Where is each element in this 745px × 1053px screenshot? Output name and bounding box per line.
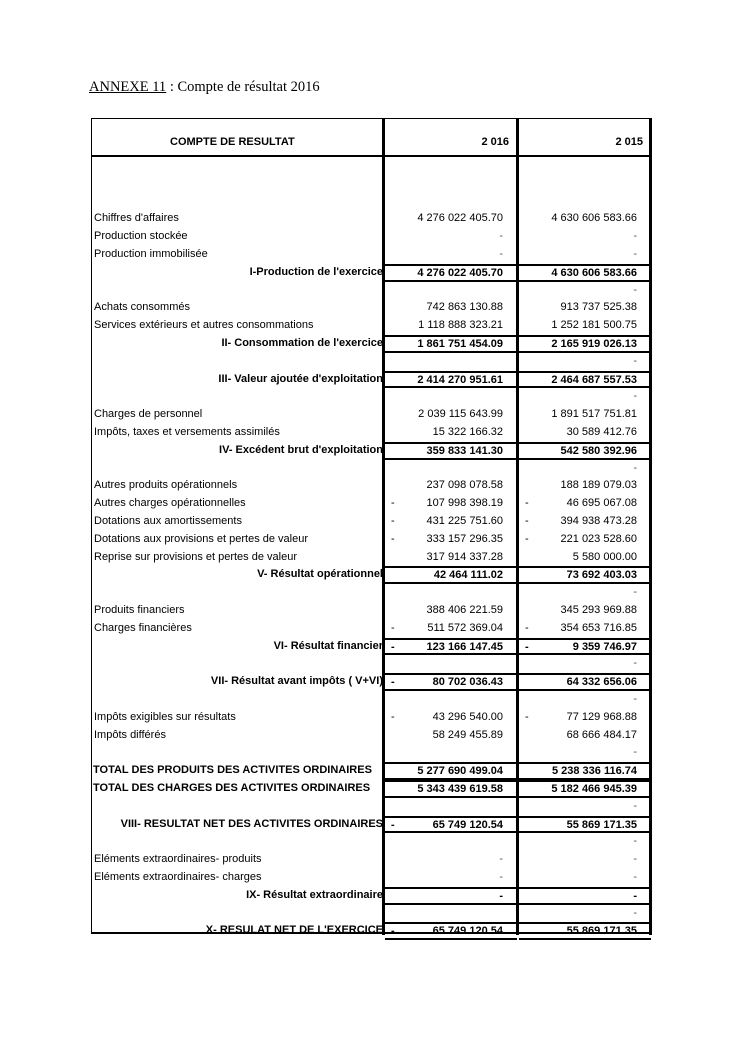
negative-sign: -: [391, 818, 395, 831]
row-label: Production stockée: [94, 230, 188, 243]
value-2016: 388 406 221.59: [426, 604, 503, 616]
value-cell-2015: [519, 566, 651, 584]
value-2015: 5 182 466 945.39: [551, 783, 637, 795]
value-cell-2015: [519, 709, 651, 727]
value-cell-2015: [519, 638, 651, 656]
value-cell-2015: [519, 833, 651, 851]
table-row: [91, 709, 651, 727]
value-cell-2016: [385, 549, 517, 567]
value-2015: 77 129 968.88: [566, 710, 637, 723]
table-row: [91, 317, 651, 335]
value-cell-2015: [519, 282, 651, 300]
value-2015: -: [633, 746, 637, 759]
value-cell-2016: [385, 638, 517, 656]
value-2016: 4 276 022 405.70: [417, 266, 503, 279]
value-2015: 542 580 392.96: [560, 444, 637, 457]
table-row: [91, 549, 651, 567]
table-row: [91, 833, 651, 851]
table-row: [91, 798, 651, 816]
value-2015: -: [633, 657, 637, 670]
table-row: [91, 388, 651, 406]
value-2016: 333 157 296.35: [426, 532, 503, 545]
value-cell-2015: [519, 922, 651, 940]
table-row: [91, 495, 651, 513]
document-title: [89, 79, 320, 96]
value-2015: 46 695 067.08: [566, 497, 637, 510]
row-label: Impôts, taxes et versements assimilés: [94, 426, 280, 438]
value-2015: -: [633, 248, 637, 260]
value-cell-2016: [385, 335, 517, 353]
negative-sign: -: [525, 710, 529, 723]
value-cell-2015: [519, 353, 651, 371]
value-2016: 5 343 439 619.58: [417, 783, 503, 795]
value-2015: 55 869 171.35: [566, 925, 637, 938]
value-cell-2015: [519, 317, 651, 335]
value-2015: 2 464 687 557.53: [551, 373, 637, 386]
value-2015: 4 630 606 583.66: [551, 266, 637, 279]
value-cell-2016: [385, 282, 517, 300]
table-row: [91, 353, 651, 371]
negative-sign: -: [391, 676, 395, 689]
row-label: Services extérieurs et autres consommations: [94, 319, 314, 332]
table-row: [91, 566, 651, 584]
table-row: [91, 691, 651, 709]
row-label: II- Consommation de l'exercice: [221, 337, 383, 349]
value-2015: 1 891 517 751.81: [551, 408, 637, 421]
row-label: IV- Excédent brut d'exploitation: [219, 443, 383, 456]
table-row: [91, 460, 651, 478]
negative-sign: -: [391, 515, 395, 527]
row-label: TOTAL DES PRODUITS DES ACTIVITES ORDINAIRES: [93, 764, 372, 777]
value-cell-2016: [385, 566, 517, 584]
value-cell-2016: [385, 406, 517, 424]
table-row: [91, 851, 651, 869]
value-2015: -: [633, 799, 637, 812]
value-2016: 1 861 751 454.09: [417, 338, 503, 350]
value-2015: 30 589 412.76: [566, 426, 637, 438]
value-cell-2015: [519, 869, 651, 887]
value-2016: -: [499, 871, 503, 883]
value-cell-2015: [519, 442, 651, 460]
value-cell-2015: [519, 406, 651, 424]
value-cell-2015: [519, 193, 651, 211]
value-cell-2015: [519, 424, 651, 442]
value-cell-2016: [385, 727, 517, 745]
value-2015: -: [633, 906, 637, 919]
value-2016: 742 863 130.88: [426, 301, 503, 314]
value-2015: 394 938 473.28: [560, 515, 637, 527]
value-2016: 80 702 036.43: [432, 676, 503, 689]
row-label: Dotations aux amortissements: [94, 515, 242, 527]
value-2016: 511 572 369.04: [427, 621, 503, 634]
value-cell-2015: [519, 549, 651, 567]
value-cell-2015: [519, 495, 651, 513]
value-cell-2015: [519, 531, 651, 549]
table-row: [91, 157, 651, 175]
table-row: [91, 175, 651, 193]
header-label: COMPTE DE RESULTAT: [170, 136, 295, 148]
row-label: Charges de personnel: [94, 408, 203, 421]
value-cell-2016: [385, 851, 517, 869]
value-cell-2016: [385, 887, 517, 905]
value-cell-2015: [519, 655, 651, 673]
value-cell-2016: [385, 922, 517, 940]
value-cell-2015: [519, 477, 651, 495]
value-2015: -: [633, 586, 637, 599]
table-row: [91, 424, 651, 442]
table-row: [91, 816, 651, 834]
table-row: [91, 210, 651, 228]
value-cell-2015: [519, 727, 651, 745]
row-label: Impôts différés: [94, 728, 166, 741]
value-2016: 107 998 398.19: [426, 497, 503, 510]
value-cell-2016: [385, 193, 517, 211]
row-label: Eléments extraordinaires- charges: [94, 871, 262, 883]
value-cell-2016: [385, 210, 517, 228]
value-cell-2016: [385, 228, 517, 246]
table-row: [91, 620, 651, 638]
value-cell-2016: [385, 513, 517, 531]
value-2015: 5 238 336 116.74: [551, 765, 637, 778]
value-2015: -: [633, 461, 637, 474]
table-row: [91, 638, 651, 656]
value-2015: -: [633, 693, 637, 705]
table-row: [91, 228, 651, 246]
value-cell-2016: [385, 798, 517, 816]
value-cell-2016: [385, 691, 517, 709]
value-cell-2016: [385, 495, 517, 513]
value-cell-2016: [385, 620, 517, 638]
value-cell-2016: [385, 477, 517, 495]
row-label: Reprise sur provisions et pertes de valeur: [94, 550, 297, 563]
negative-sign: -: [391, 497, 395, 510]
value-cell-2015: [519, 905, 651, 923]
value-cell-2015: [519, 460, 651, 478]
value-2016: 317 914 337.28: [426, 550, 503, 563]
table-row: [91, 584, 651, 602]
row-label: Impôts exigibles sur résultats: [94, 710, 236, 723]
value-cell-2016: [385, 869, 517, 887]
value-cell-2016: [385, 246, 517, 264]
table-row: [91, 371, 651, 389]
value-2016: 65 749 120.54: [432, 925, 503, 938]
value-cell-2016: [385, 175, 517, 193]
value-2015: -: [633, 889, 637, 902]
value-cell-2016: [385, 584, 517, 602]
value-cell-2016: [385, 264, 517, 282]
table-row: [91, 264, 651, 282]
value-cell-2015: [519, 264, 651, 282]
value-cell-2016: [385, 905, 517, 923]
table-row: [91, 780, 651, 798]
value-2015: 73 692 403.03: [566, 569, 637, 582]
negative-sign: -: [391, 621, 395, 634]
negative-sign: -: [525, 497, 529, 510]
value-cell-2016: [385, 655, 517, 673]
negative-sign: -: [391, 925, 395, 938]
value-cell-2015: [519, 246, 651, 264]
negative-sign: -: [525, 532, 529, 545]
value-2015: 345 293 969.88: [560, 604, 637, 616]
value-cell-2015: [519, 673, 651, 691]
value-cell-2015: [519, 762, 651, 780]
value-2016: 58 249 455.89: [432, 728, 503, 741]
row-label: Autres charges opérationnelles: [94, 497, 246, 510]
value-cell-2016: [385, 762, 517, 780]
header-2016: 2 016: [481, 136, 509, 148]
table-row: [91, 727, 651, 745]
row-label: VIII- RESULTAT NET DES ACTIVITES ORDINAIRES: [120, 817, 383, 830]
value-2015: -: [633, 354, 637, 367]
table-row: [91, 442, 651, 460]
value-2016: 2 414 270 951.61: [417, 373, 503, 386]
value-cell-2015: [519, 620, 651, 638]
negative-sign: -: [391, 532, 395, 545]
row-label: IX- Résultat extraordinaire: [246, 888, 383, 901]
value-cell-2016: [385, 709, 517, 727]
negative-sign: -: [525, 621, 529, 634]
table-row: [91, 602, 651, 620]
value-cell-2016: [385, 388, 517, 406]
table-row: [91, 335, 651, 353]
negative-sign: -: [525, 515, 529, 527]
value-cell-2015: [519, 228, 651, 246]
row-label: Production immobilisée: [94, 248, 208, 260]
value-2015: 354 653 716.85: [560, 621, 637, 634]
value-cell-2016: [385, 353, 517, 371]
value-cell-2015: [519, 299, 651, 317]
value-2016: 42 464 111.02: [433, 569, 503, 582]
row-label: X- RESULAT NET DE L'EXERCICE: [205, 924, 383, 937]
negative-sign: -: [391, 640, 395, 653]
row-label: Produits financiers: [94, 604, 185, 616]
row-label: Dotations aux provisions et pertes de valeur: [94, 532, 309, 545]
value-2016: 15 322 166.32: [432, 426, 503, 438]
table-row: [91, 744, 651, 762]
row-label: Charges financières: [94, 621, 192, 634]
row-label: I-Production de l'exercice: [249, 265, 383, 278]
table-row: [91, 477, 651, 495]
value-2015: -: [633, 835, 637, 848]
value-2015: 1 252 181 500.75: [551, 319, 637, 332]
value-cell-2015: [519, 816, 651, 834]
value-2015: -: [633, 390, 637, 403]
value-cell-2015: [519, 584, 651, 602]
row-label: VII- Résultat avant impôts ( V+VI): [210, 675, 383, 688]
value-cell-2015: [519, 388, 651, 406]
value-cell-2016: [385, 460, 517, 478]
value-2016: 359 833 141.30: [426, 444, 503, 457]
row-label: Achats consommés: [94, 301, 190, 314]
value-cell-2015: [519, 371, 651, 389]
negative-sign: -: [525, 640, 529, 653]
table-row: [91, 922, 651, 940]
value-2016: 1 118 888 323.21: [418, 319, 503, 332]
value-cell-2016: [385, 780, 517, 798]
value-2016: -: [499, 230, 503, 243]
row-label: Chiffres d'affaires: [94, 212, 179, 225]
value-2015: 4 630 606 583.66: [551, 212, 637, 225]
title-text: : Compte de résultat 2016: [166, 79, 320, 95]
value-cell-2015: [519, 602, 651, 620]
table-row: [91, 282, 651, 300]
value-2015: 64 332 656.06: [566, 676, 637, 689]
value-2016: -: [499, 248, 503, 260]
value-2016: 431 225 751.60: [426, 515, 503, 527]
row-label: TOTAL DES CHARGES DES ACTIVITES ORDINAIRES: [93, 782, 371, 794]
value-cell-2015: [519, 780, 651, 798]
value-cell-2015: [519, 744, 651, 762]
value-2015: 68 666 484.17: [566, 728, 637, 741]
table-row: [91, 887, 651, 905]
table-row: [91, 905, 651, 923]
value-2015: 221 023 528.60: [560, 532, 637, 545]
value-cell-2016: [385, 442, 517, 460]
table-row: [91, 673, 651, 691]
value-2015: 9 359 746.97: [572, 640, 637, 653]
value-2015: 5 580 000.00: [572, 550, 637, 563]
header-2015: 2 015: [615, 136, 643, 148]
value-2016: 123 166 147.45: [426, 640, 503, 653]
table-row: [91, 193, 651, 211]
table-row: [91, 869, 651, 887]
row-label: VI- Résultat financier: [273, 639, 383, 652]
value-2015: -: [633, 871, 637, 883]
value-2016: 237 098 078.58: [426, 479, 503, 492]
value-cell-2016: [385, 833, 517, 851]
value-cell-2015: [519, 798, 651, 816]
table-row: [91, 762, 651, 780]
annex-label: ANNEXE 11: [89, 79, 167, 95]
value-cell-2015: [519, 175, 651, 193]
value-cell-2016: [385, 371, 517, 389]
value-2016: 2 039 115 643.99: [418, 408, 503, 421]
value-2015: -: [633, 283, 637, 296]
value-cell-2016: [385, 673, 517, 691]
row-label: Eléments extraordinaires- produits: [94, 853, 262, 866]
table-row: [91, 246, 651, 264]
table-row: [91, 655, 651, 673]
value-cell-2016: [385, 531, 517, 549]
negative-sign: -: [391, 710, 395, 723]
value-2016: 5 277 690 499.04: [417, 765, 503, 778]
row-label: III- Valeur ajoutée d'exploitation: [218, 372, 383, 385]
table-row: [91, 531, 651, 549]
row-label: Autres produits opérationnels: [94, 479, 238, 492]
value-cell-2016: [385, 816, 517, 834]
value-cell-2015: [519, 335, 651, 353]
value-cell-2016: [385, 744, 517, 762]
table-row: [91, 299, 651, 317]
value-2015: 188 189 079.03: [560, 479, 637, 492]
table-row: [91, 406, 651, 424]
value-2015: 55 869 171.35: [566, 818, 637, 831]
value-cell-2016: [385, 317, 517, 335]
value-cell-2015: [519, 691, 651, 709]
value-2016: 65 749 120.54: [432, 818, 503, 831]
value-cell-2016: [385, 424, 517, 442]
value-cell-2015: [519, 851, 651, 869]
value-cell-2016: [385, 157, 517, 175]
value-2016: 43 296 540.00: [432, 710, 503, 723]
value-2016: 4 276 022 405.70: [417, 212, 503, 225]
value-2015: 2 165 919 026.13: [551, 338, 637, 350]
table-row: [91, 513, 651, 531]
value-cell-2015: [519, 157, 651, 175]
row-label: V- Résultat opérationnel: [257, 568, 383, 581]
value-2015: -: [633, 230, 637, 243]
value-2016: -: [499, 889, 503, 902]
value-cell-2015: [519, 887, 651, 905]
value-cell-2016: [385, 299, 517, 317]
value-cell-2015: [519, 210, 651, 228]
value-cell-2015: [519, 513, 651, 531]
value-2015: 913 737 525.38: [560, 301, 637, 314]
value-2015: -: [633, 853, 637, 866]
value-cell-2016: [385, 602, 517, 620]
value-2016: -: [499, 853, 503, 866]
